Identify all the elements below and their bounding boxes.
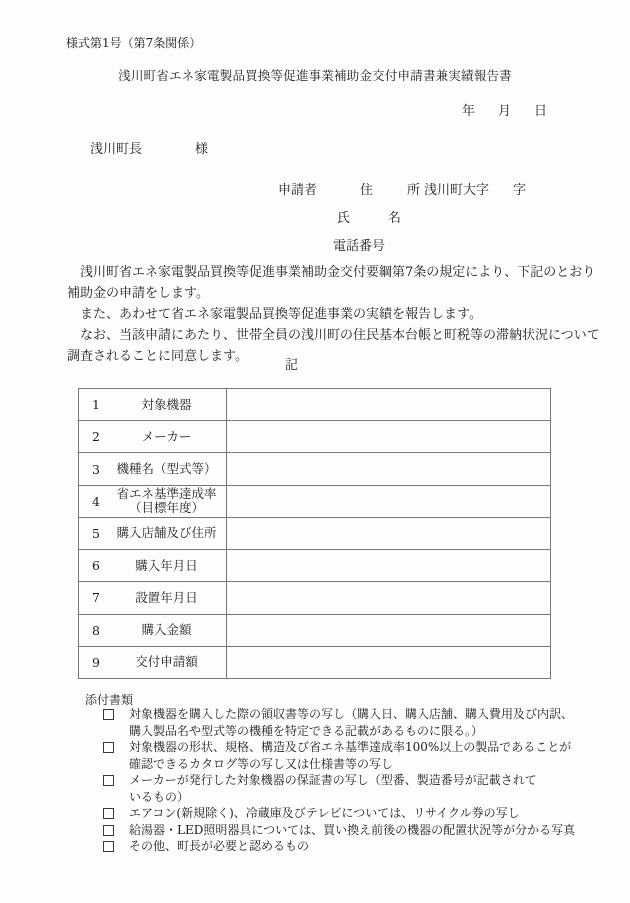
table-row xyxy=(79,614,550,646)
date-year-label: 年 xyxy=(462,104,476,119)
attachments-heading: 添付書類 xyxy=(85,693,134,707)
row-label: 対象機器 xyxy=(141,396,192,412)
body-line: 浅川町省エネ家電製品買換等促進事業補助金交付要綱第7条の規定により、下記のとおり xyxy=(67,265,596,280)
attachment-item xyxy=(103,805,593,822)
attachment-line: その他、町長が必要と認めるもの xyxy=(129,839,310,853)
row-label: 設置年月日 xyxy=(135,589,198,605)
attachment-line: メーカーが発行した対象機器の保証書の写し（型番、製造番号が記載されて xyxy=(129,773,537,787)
attachment-line: 給湯器・LED照明器具については、買い換え前後の機器の配置状況等が分かる写真 xyxy=(129,822,576,837)
applicant-phone-label: 電話番号 xyxy=(333,239,386,254)
table-value-cell xyxy=(227,647,550,678)
applicant-address-label-right: 所 xyxy=(407,183,421,198)
checkbox-icon xyxy=(103,841,114,852)
body-line: なお、当該申請にあたり、世帯全員の浅川町の住民基本台帳と町税等の滞納状況について xyxy=(67,328,600,343)
checkbox-icon xyxy=(103,709,114,720)
checkbox-icon xyxy=(103,808,114,819)
row-label: 省エネ基準達成率 （目標年度） xyxy=(116,486,217,516)
row-label: 機種名（型式等） xyxy=(116,461,217,477)
table-row xyxy=(79,549,550,581)
table-value-cell xyxy=(227,582,550,613)
addressee-honorific: 様 xyxy=(195,142,209,157)
body-paragraphs xyxy=(67,262,600,367)
row-label: メーカー xyxy=(141,428,192,444)
body-line: また、あわせて省エネ家電製品買換等促進事業の実績を報告します。 xyxy=(67,307,482,322)
attachment-item xyxy=(103,739,593,772)
attachment-item xyxy=(103,772,593,805)
row-number: 4 xyxy=(92,493,100,509)
attachment-line: エアコン(新規除く)、冷蔵庫及びテレビについては、リサイクル券の写し xyxy=(129,806,520,820)
checkbox-icon xyxy=(103,825,114,836)
attachment-item xyxy=(103,822,593,839)
table-value-cell xyxy=(227,453,550,484)
table-row xyxy=(79,389,550,420)
attachment-item xyxy=(103,838,593,855)
applicant-name-label-right: 名 xyxy=(388,211,402,226)
applicant-address-suffix: 字 xyxy=(513,183,527,198)
applicant-address-label-left: 住 xyxy=(360,183,374,198)
table-row xyxy=(79,581,550,613)
table-row xyxy=(79,452,550,484)
applicant-name-label-left: 氏 xyxy=(337,211,351,226)
row-number: 7 xyxy=(92,590,100,606)
row-number: 5 xyxy=(92,525,100,541)
attachments-list xyxy=(103,706,593,855)
body-line: 補助金の申請をします。 xyxy=(67,286,209,301)
attachment-line: 対象機器の形状、規格、構造及び省エネ基準達成率100%以上の製品であることが xyxy=(129,740,572,754)
application-table xyxy=(78,388,551,679)
row-label: 購入店舗及び住所 xyxy=(116,525,217,541)
row-number: 1 xyxy=(92,397,100,413)
table-value-cell xyxy=(227,421,550,452)
row-number: 8 xyxy=(92,622,100,638)
table-row xyxy=(79,485,550,517)
attachment-line: いるもの） xyxy=(129,789,190,804)
date-day-label: 日 xyxy=(534,104,548,119)
row-label: 交付申請額 xyxy=(135,654,198,670)
section-heading-ki: 記 xyxy=(285,358,299,373)
table-row xyxy=(79,517,550,549)
table-value-cell xyxy=(227,486,550,517)
row-label: 購入金額 xyxy=(141,622,192,638)
body-line: 調査されることに同意します。 xyxy=(67,349,248,364)
table-row xyxy=(79,420,550,452)
checkbox-icon xyxy=(103,775,114,786)
row-number: 6 xyxy=(92,558,100,574)
checkbox-icon xyxy=(103,742,114,753)
attachment-line: 確認できるカタログ等の写し又は仕様書等の写し xyxy=(129,756,394,771)
row-label: 購入年月日 xyxy=(135,557,198,573)
document-title: 浅川町省エネ家電製品買換等促進事業補助金交付申請書兼実績報告書 xyxy=(118,68,512,83)
table-value-cell xyxy=(227,389,550,420)
row-number: 2 xyxy=(92,429,100,445)
date-month-label: 月 xyxy=(498,104,512,119)
table-value-cell xyxy=(227,518,550,549)
attachment-line: 購入製品名や型式等の機種を特定できる記載があるものに限る。） xyxy=(129,723,484,738)
table-row xyxy=(79,646,550,678)
attachment-line: 対象機器を購入した際の領収書等の写し（購入日、購入店舗、購入費用及び内訳、 xyxy=(129,707,574,721)
row-number: 3 xyxy=(92,461,100,477)
applicant-label: 申請者 xyxy=(278,183,318,198)
row-number: 9 xyxy=(92,654,100,670)
addressee-name: 浅川町長 xyxy=(90,142,143,157)
applicant-address-prefix: 浅川町大字 xyxy=(424,183,490,198)
form-number: 様式第1号（第7条関係） xyxy=(66,36,202,50)
table-value-cell xyxy=(227,550,550,581)
table-value-cell xyxy=(227,615,550,646)
attachment-item xyxy=(103,706,593,739)
